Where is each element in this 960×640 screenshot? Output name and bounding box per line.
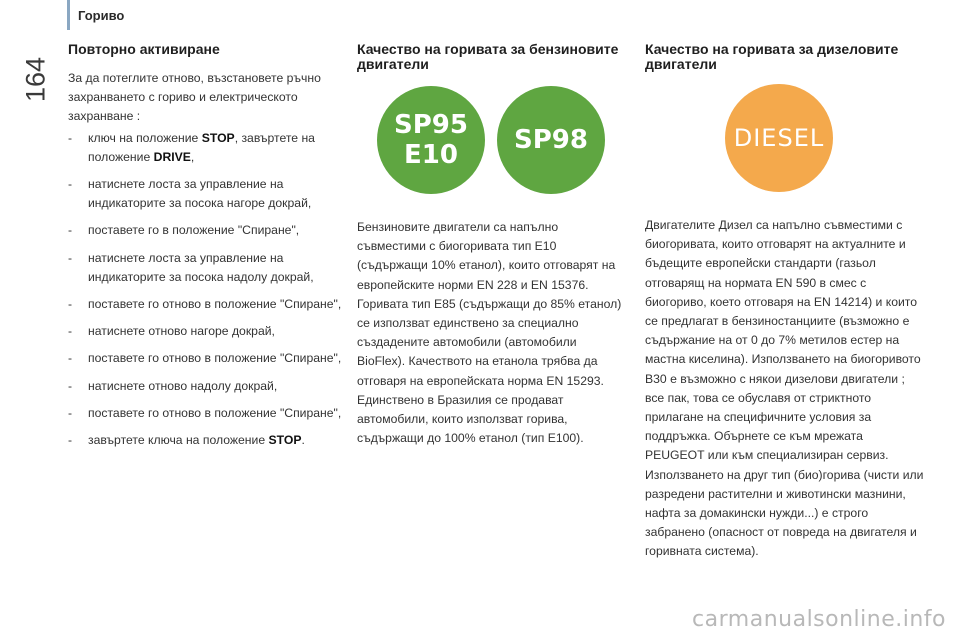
diesel-badges [645,84,925,196]
list-item: - завъртете ключа на положение STOP. [68,433,305,448]
petrol-heading: Качество на горивата за бензиновите двигатели [357,41,619,72]
diesel-badge: DIESEL [725,84,833,192]
list-item: - поставете го в положение "Спиране", [68,223,300,238]
list-item: - поставете го отново в положение "Спиране", [68,351,342,366]
list-item: - натиснете лоста за управление на индикаторите за посока нагоре докрай, [68,177,312,211]
sp95-e10-badge: SP95 E10 [377,86,485,194]
reactivation-steps [68,129,346,451]
page-number: 164 [20,56,51,103]
list-item: - натиснете отново надолу докрай, [68,378,278,393]
petrol-badges [357,86,627,198]
list-item: - поставете го отново в положение "Спиране", [68,297,342,312]
diesel-column [645,42,925,562]
list-item: - поставете го отново в положение "Спиране", [68,405,342,420]
sp98-badge: SP98 [497,86,605,194]
diesel-heading: Качество на горивата за дизеловите двигатели [645,41,899,72]
petrol-column [357,42,627,448]
list-item: - натиснете лоста за управление на индикаторите за посока надолу докрай, [68,250,314,284]
watermark: carmanualsonline.info [692,607,946,632]
diesel-text: Двигателите Дизел са напълно съвместими с биогоривата, които отговарят на актуалните и бъдещите европейски стандарти (газьол отговарящ на нормата EN 590 в смес с биогориво, което отговаря на EN 14214) и които се предлагат в бензиностанциите (възможно е съдържание на от 0 до 7% метилов естер на мастна киселина). Използването на биогоривото B30 е възможно с някои дизелови двигатели ; все пак, това се обуславя от стриктното прилагане на специфичните условия за поддръжка. Обърнете се към мрежата PEUGEOT или към специализиран сервиз. Използването на друг тип (био)горива (чисти или разредени растителни и животински мазнини, нафта за домакински нужди...) е строго забранено (опасност от повреда на двигателя и горивната система). [645,218,924,559]
list-item: - натиснете отново нагоре докрай, [68,324,275,339]
petrol-text: Бензиновите двигатели са напълно съвместими с биогоривата тип E10 (съдържащи 10% етанол), които отговарят на европейските норми EN 228 и EN 15376. Горивата тип E85 (съдържащи до 85% етанол) се използват единствено за специално създадените автомобили (автомобили BioFlex). Качеството на етанола трябва да отговаря на европейската норма EN 15293. Единствено в Бразилия се продават автомобили, които използват горива, съдържащи до 100% етанол (тип E100). [357,220,622,446]
page-number-container [4,24,64,103]
section-title: Гориво [78,8,125,23]
reactivation-intro: За да потеглите отново, възстановете ръчно захранването с гориво и електрическото захранване : [68,71,321,124]
list-item: - ключ на положение STOP, завъртете на положение DRIVE, [68,130,315,164]
header-accent-bar [67,0,70,30]
reactivation-column [68,42,346,458]
reactivation-heading: Повторно активиране [68,41,220,57]
